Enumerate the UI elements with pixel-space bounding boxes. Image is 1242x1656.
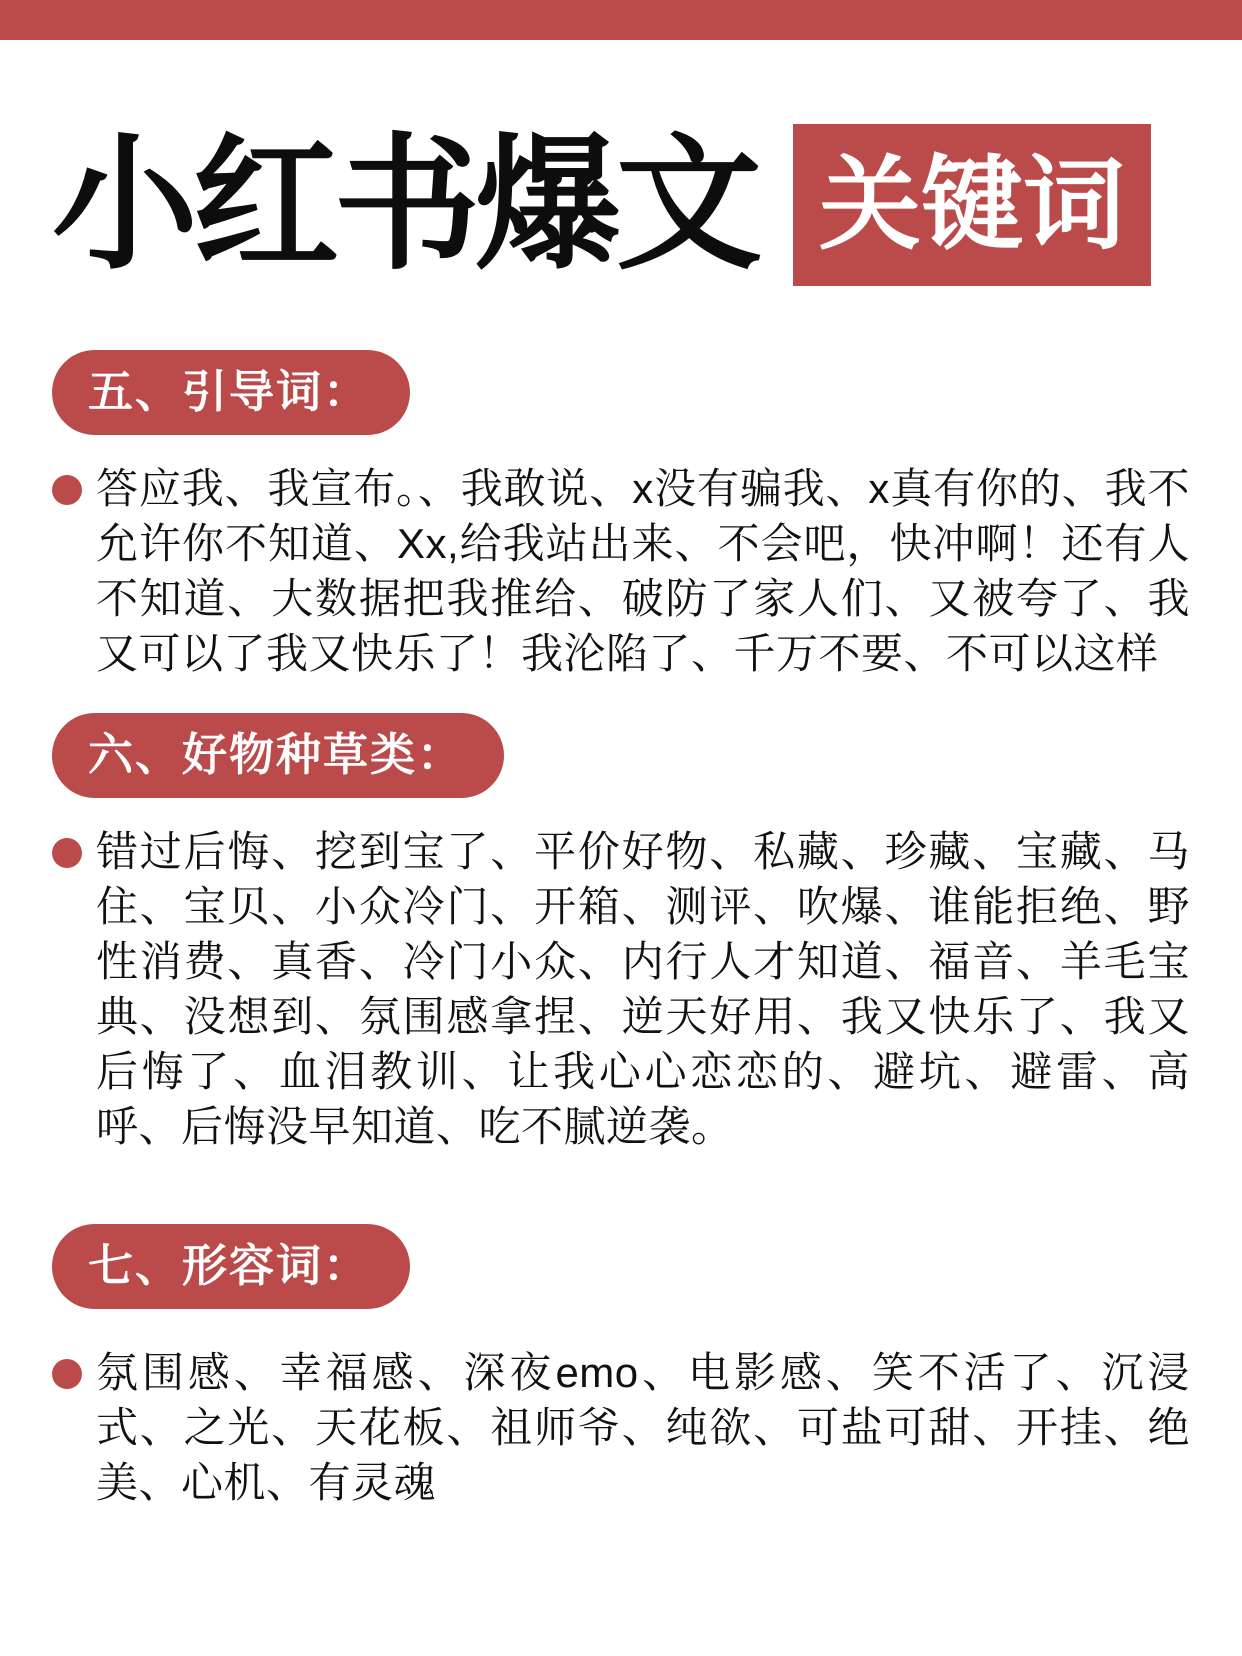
poster-content bbox=[0, 124, 1242, 1510]
list-item bbox=[52, 461, 1190, 681]
section-body-text: 错过后悔、挖到宝了、平价好物、私藏、珍藏、宝藏、马住、宝贝、小众冷门、开箱、测评、吹爆、谁能拒绝、野性消费、真香、冷门小众、内行人才知道、福音、羊毛宝典、没想到、氛围感拿捏、逆天好用、我又快乐了、我又后悔了、血泪教训、让我心心恋恋的、避坑、避雷、高呼、后悔没早知道、吃不腻逆袭。 bbox=[96, 828, 1190, 1150]
list-item bbox=[52, 1345, 1190, 1510]
bullet-dot-icon bbox=[52, 475, 82, 505]
bullet-dot-icon bbox=[52, 838, 82, 868]
section-guide-words bbox=[52, 350, 1190, 435]
section-product-seeding bbox=[52, 713, 1190, 798]
list-item bbox=[52, 824, 1190, 1154]
section-adjectives bbox=[52, 1224, 1190, 1309]
section-heading-badge: 六、好物种草类： bbox=[52, 713, 504, 798]
bullet-dot-icon bbox=[52, 1359, 82, 1389]
section-body-text: 氛围感、幸福感、深夜emo、电影感、笑不活了、沉浸式、之光、天花板、祖师爷、纯欲、可盐可甜、开挂、绝美、心机、有灵魂 bbox=[96, 1349, 1190, 1506]
section-heading-badge: 七、形容词： bbox=[52, 1224, 410, 1309]
section-body-text: 答应我、我宣布。、我敢说、x没有骗我、x真有你的、我不允许你不知道、Xx,给我站出来、不会吧，快冲啊！还有人不知道、大数据把我推给、破防了家人们、又被夸了、我又可以了我又快乐了！我沦陷了、千万不要、不可以这样 bbox=[96, 465, 1190, 677]
page-title: 小红书爆文 bbox=[52, 122, 757, 286]
title-keyword-badge: 关键词 bbox=[793, 124, 1151, 286]
top-accent-bar bbox=[0, 0, 1242, 40]
header bbox=[52, 124, 1190, 286]
section-heading-badge: 五、引导词： bbox=[52, 350, 410, 435]
